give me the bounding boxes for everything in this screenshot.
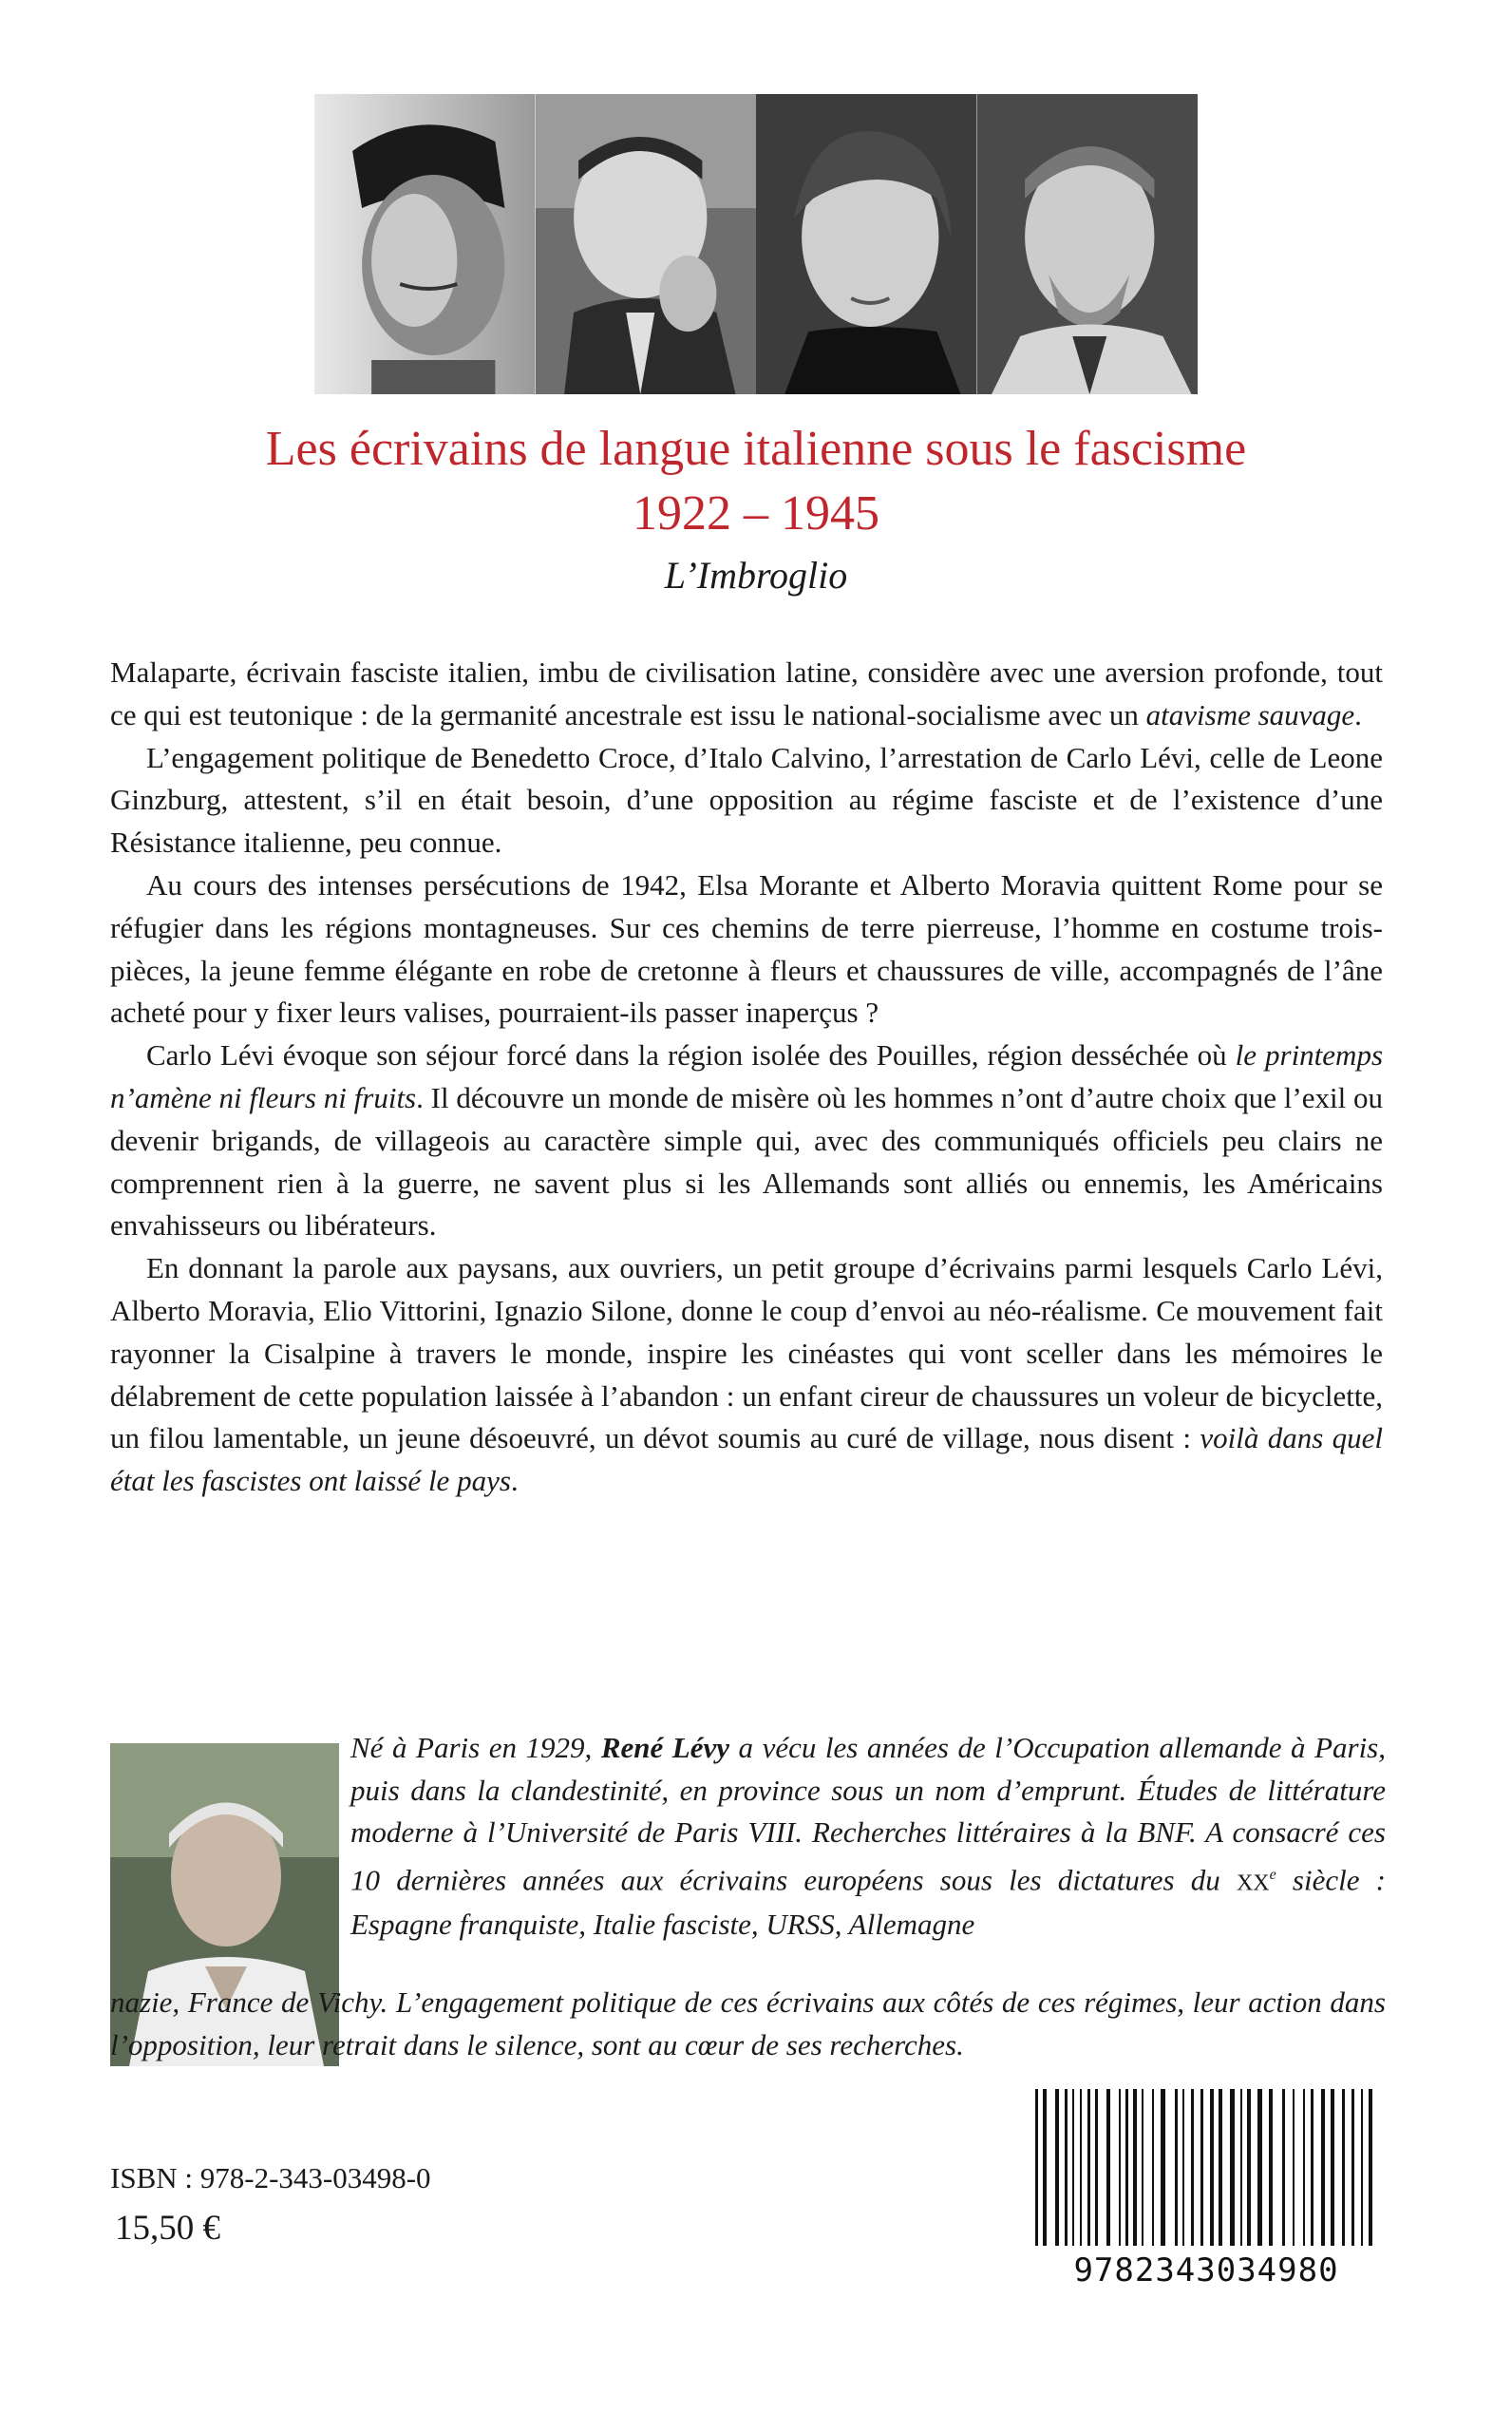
author-bio: Né à Paris en 1929, René Lévy a vécu les années de l’Occupation allemande à Paris, puis dans la clandestinité, en province sous un nom d’emprunt. Études de littérature moderne à l’Université de Paris VIII. Recherches littéraires à la BNF. A consacré ces 10 dernières années aux écrivains européens sous les dictatures du XXe siècle : Espagne franquiste, Italie fasciste, URSS, Allemagne [350,1731,1387,1942]
barcode-bar [1152,2089,1154,2246]
barcode-bar [1175,2089,1178,2246]
portrait-3 [756,94,977,394]
barcode-bar [1200,2089,1203,2246]
summary-paragraph: Carlo Lévi évoque son séjour forcé dans la région isolée des Pouilles, région desséchée où le printemps n’amène ni fleurs ni fruits. Il découvre un monde de misère où les hommes n’ont d’autre choix que l’exil ou devenir brigands, de villageois au caractère simple qui, avec des communiqués officiels peu clairs ne comprennent rien à la guerre, ne savent plus si les Allemands sont alliés ou ennemis, les Américains envahisseurs ou libérateurs. [110,1038,1384,1243]
barcode-bar [1257,2089,1262,2246]
barcode-bar [1247,2089,1251,2246]
summary-paragraph: Malaparte, écrivain fasciste italien, imbu de civilisation latine, considère avec une aversion profonde, tout ce qui est teutonique : de la germanité ancestrale est issu le national-socialisme avec un atavisme sauvage. [110,655,1383,731]
summary-paragraph: Au cours des intenses persécutions de 1942, Elsa Morante et Alberto Moravia quittent Rome pour se réfugier dans les régions montagneuses. Sur ces chemins de terre pierreuse, l’homme en costume trois-pièces, la jeune femme élégante en robe de cretonne à fleurs et chaussures de ville, accompagnés de l’âne acheté pour y fixer leurs valises, pourraient-ils passer inaperçus ? [110,867,1383,1030]
barcode-bar [1043,2089,1047,2246]
barcode-bar [1182,2089,1184,2246]
barcode-bar [1361,2089,1363,2246]
book-title: Les écrivains de langue italienne sous le fascisme [265,422,1247,476]
barcode-bar [1035,2089,1038,2246]
book-subtitle: L’Imbroglio [664,554,848,597]
barcode-bar [1269,2089,1273,2246]
barcode-bar [1191,2089,1194,2246]
barcode-bar [1161,2089,1165,2246]
portrait-4 [977,94,1199,394]
barcode-bar [1369,2089,1372,2246]
barcode-bar [1303,2089,1305,2246]
barcode-bar [1072,2089,1074,2246]
barcode-bar [1331,2089,1334,2246]
title-block [0,418,1512,604]
barcode-bar [1230,2089,1235,2246]
summary-paragraph: L’engagement politique de Benedetto Croce, d’Italo Calvino, l’arrestation de Carlo Lévi, celle de Leone Ginzburg, attestent, s’il en était besoin, d’une opposition au régime fasciste et de l’existence d’une Résistance italienne, peu connue. [110,740,1383,860]
author-bio-continued: nazie, France de Vichy. L’engagement politique de ces écrivains aux côtés de ces régimes, leur action dans l’opposition, leur retrait dans le silence, sont au cœur de ses recherches. [110,1985,1386,2061]
barcode-bar [1133,2089,1137,2246]
barcode-bar [1055,2089,1059,2246]
summary-paragraph: En donnant la parole aux paysans, aux ouvriers, un petit groupe d’écrivains parmi lesquels Carlo Lévi, Alberto Moravia, Elio Vittorini, Ignazio Silone, donne le coup d’envoi au néo-réalisme. Ce mouvement fait rayonner la Cisalpine à travers le monde, inspire les cinéastes qui vont sceller dans les mémoires le délabrement de cette population laissée à l’abandon : un enfant cireur de chaussures un voleur de bicyclette, un filou lamentable, un jeune désoeuvré, un dévot soumis au curé de village, nous disent : voilà dans quel état les fascistes ont laissé le pays. [110,1251,1383,1498]
barcode-bar [1065,2089,1068,2246]
barcode-bar [1095,2089,1098,2246]
barcode-bar [1321,2089,1325,2246]
barcode-bar [1282,2089,1285,2246]
author-name: René Lévy [600,1731,729,1764]
portrait-1 [314,94,536,394]
barcode-bar [1342,2089,1345,2246]
price: 15,50 € [115,2209,220,2248]
barcode-bar [1125,2089,1128,2246]
barcode-bar [1293,2089,1295,2246]
barcode-bar [1240,2089,1242,2246]
barcode-bar [1311,2089,1314,2246]
barcode-bar [1210,2089,1214,2246]
barcode-bar [1087,2089,1090,2246]
book-years: 1922 – 1945 [633,486,879,541]
author-portraits [314,94,1198,394]
barcode-bar [1142,2089,1143,2246]
book-summary [110,652,1383,1503]
barcode-bar [1106,2089,1110,2246]
barcode-bar [1219,2089,1222,2246]
barcode-bar [1080,2089,1082,2246]
portrait-2 [536,94,757,394]
barcode-digits: 9782343034980 [1073,2251,1339,2289]
barcode-bar [1119,2089,1121,2246]
barcode-bar [1351,2089,1354,2246]
isbn: ISBN : 978-2-343-03498-0 [110,2161,431,2194]
